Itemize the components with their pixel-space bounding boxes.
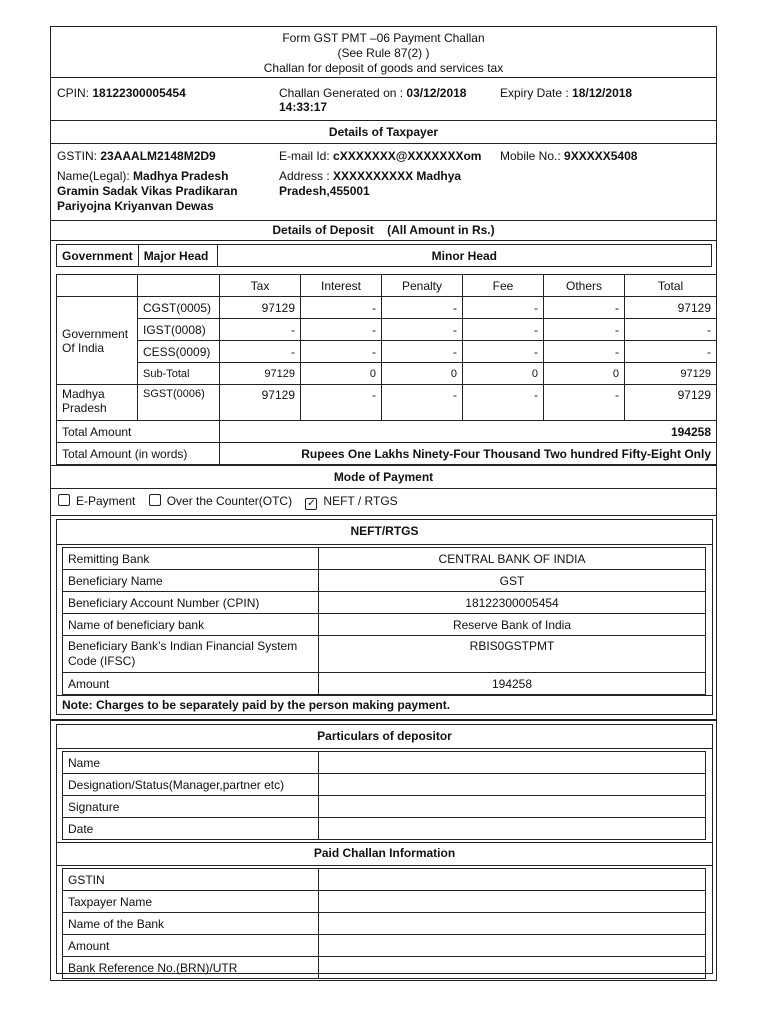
table-row: Amount 194258 [63,673,706,695]
generated-date: 03/12/2018 [406,86,467,100]
payment-mode-title: Mode of Payment [333,470,434,484]
table-row: Name [63,752,706,774]
paid-brn-field[interactable] [319,957,706,979]
taxpayer-gstin: GSTIN: 23AAALM2148M2D9 [57,149,216,163]
paid-gstin-field[interactable] [319,869,706,891]
taxpayer-mobile: Mobile No.: 9XXXXX5408 [500,149,638,163]
head-major: Major Head [138,245,217,267]
words-row [57,443,717,465]
table-row: Amount [63,935,706,957]
deposit-table: Tax Interest Penalty Fee Others Total Government Of India CGST(0005) 97129 - - - - 97129 IGST(0008) - - - - - - CESS(0009) - - - - - - Sub-Total 97129 0 0 0 0 97129 Madhya Pradesh SGST(0006) 97129 - - - - 97129 Total Amount 194258 Total Amount (in words) Rupees One Lakhs Ninety-Four Thousand Two hundred Fifty-Eight Only [56,274,717,465]
paid-table [62,868,706,979]
table-row: Bank Reference No.(BRN)/UTR [63,957,706,979]
table-row: Government Of India CGST(0005) 97129 - - - - 97129 [57,297,717,319]
gstin-value: 23AAALM2148M2D9 [100,149,216,163]
expiry-value: 18/12/2018 [572,86,633,100]
table-row: Sub-Total 97129 0 0 0 0 97129 [57,363,717,385]
table-row: Madhya Pradesh SGST(0006) 97129 - - - - 97129 [57,385,717,421]
depositor-section [56,724,713,974]
words-label: Total Amount (in words) [57,443,220,465]
depositor-name-field[interactable] [319,752,706,774]
depositor-signature-field[interactable] [319,796,706,818]
challan-generated: Challan Generated on : 03/12/2018 14:33:17 [279,86,467,114]
taxpayer-title: Details of Taxpayer [328,125,439,139]
expiry-date: Expiry Date : 18/12/2018 [500,86,633,100]
deposit-title: Details of Deposit (All Amount in Rs.) [272,223,495,237]
challan-form [50,26,717,981]
table-row: Name of the Bank [63,913,706,935]
option-otc[interactable]: Over the Counter(OTC) [149,494,292,508]
table-row: Beneficiary Account Number (CPIN) 18122300005454 [63,592,706,614]
checkbox-otc[interactable] [149,494,161,506]
table-row: Remitting Bank CENTRAL BANK OF INDIA [63,548,706,570]
table-row: IGST(0008) - - - - - - [57,319,717,341]
paid-title: Paid Challan Information [313,846,456,860]
neft-section [56,519,713,715]
table-row: Name of beneficiary bank Reserve Bank of India [63,614,706,636]
cpin: CPIN: 18122300005454 [57,86,186,100]
words-value: Rupees One Lakhs Ninety-Four Thousand Two hundred Fifty-Eight Only [220,443,717,465]
depositor-table [62,751,706,840]
taxpayer-email: E-mail Id: cXXXXXXX@XXXXXXXom [279,149,482,163]
table-row: Beneficiary Name GST [63,570,706,592]
form-rule: (See Rule 87(2) ) [337,46,430,60]
mobile-value: 9XXXXX5408 [564,149,638,163]
form-subtitle: Challan for deposit of goods and services tax [263,61,504,75]
state-label: Madhya Pradesh [57,385,138,421]
depositor-date-field[interactable] [319,818,706,840]
checkbox-neft-rtgs[interactable]: ✓ [307,498,316,509]
total-row [57,421,717,443]
neft-table [62,547,706,695]
cpin-value: 18122300005454 [92,86,186,100]
gov-india-label: Government Of India [57,297,138,385]
depositor-title: Particulars of depositor [317,729,452,743]
payment-mode-options [58,494,398,510]
table-row: Beneficiary Bank’s Indian Financial System Code (IFSC) RBIS0GSTPMT [63,636,706,673]
email-value: cXXXXXXX@XXXXXXXom [333,149,482,163]
form-title: Form GST PMT –06 Payment Challan [282,31,485,45]
total-value: 194258 [220,421,717,443]
paid-bank-field[interactable] [319,913,706,935]
checkbox-e-payment[interactable] [58,494,70,506]
paid-taxpayer-field[interactable] [319,891,706,913]
table-row: GSTIN [63,869,706,891]
head-minor: Minor Head [217,245,711,267]
option-neft-rtgs[interactable]: ✓ NEFT / RTGS [307,494,398,509]
option-e-payment[interactable]: E-Payment [58,494,135,508]
table-row: Designation/Status(Manager,partner etc) [63,774,706,796]
depositor-designation-field[interactable] [319,774,706,796]
deposit-head-table [56,244,712,267]
neft-note: Note: Charges to be separately paid by the person making payment. [62,698,451,712]
paid-amount-field[interactable] [319,935,706,957]
table-row: CESS(0009) - - - - - - [57,341,717,363]
neft-title: NEFT/RTGS [350,524,419,538]
table-row: Date [63,818,706,840]
form-header [51,31,716,76]
generated-time: 14:33:17 [279,100,328,114]
total-label: Total Amount [57,421,220,443]
taxpayer-name: Name(Legal): Madhya Pradesh Gramin Sadak Vikas Pradikaran Pariyojna Kriyanvan Dewas [57,169,238,213]
table-row: Taxpayer Name [63,891,706,913]
taxpayer-address: Address : XXXXXXXXXX Madhya Pradesh,455001 [279,169,462,198]
head-government: Government [57,245,139,267]
table-row: Signature [63,796,706,818]
